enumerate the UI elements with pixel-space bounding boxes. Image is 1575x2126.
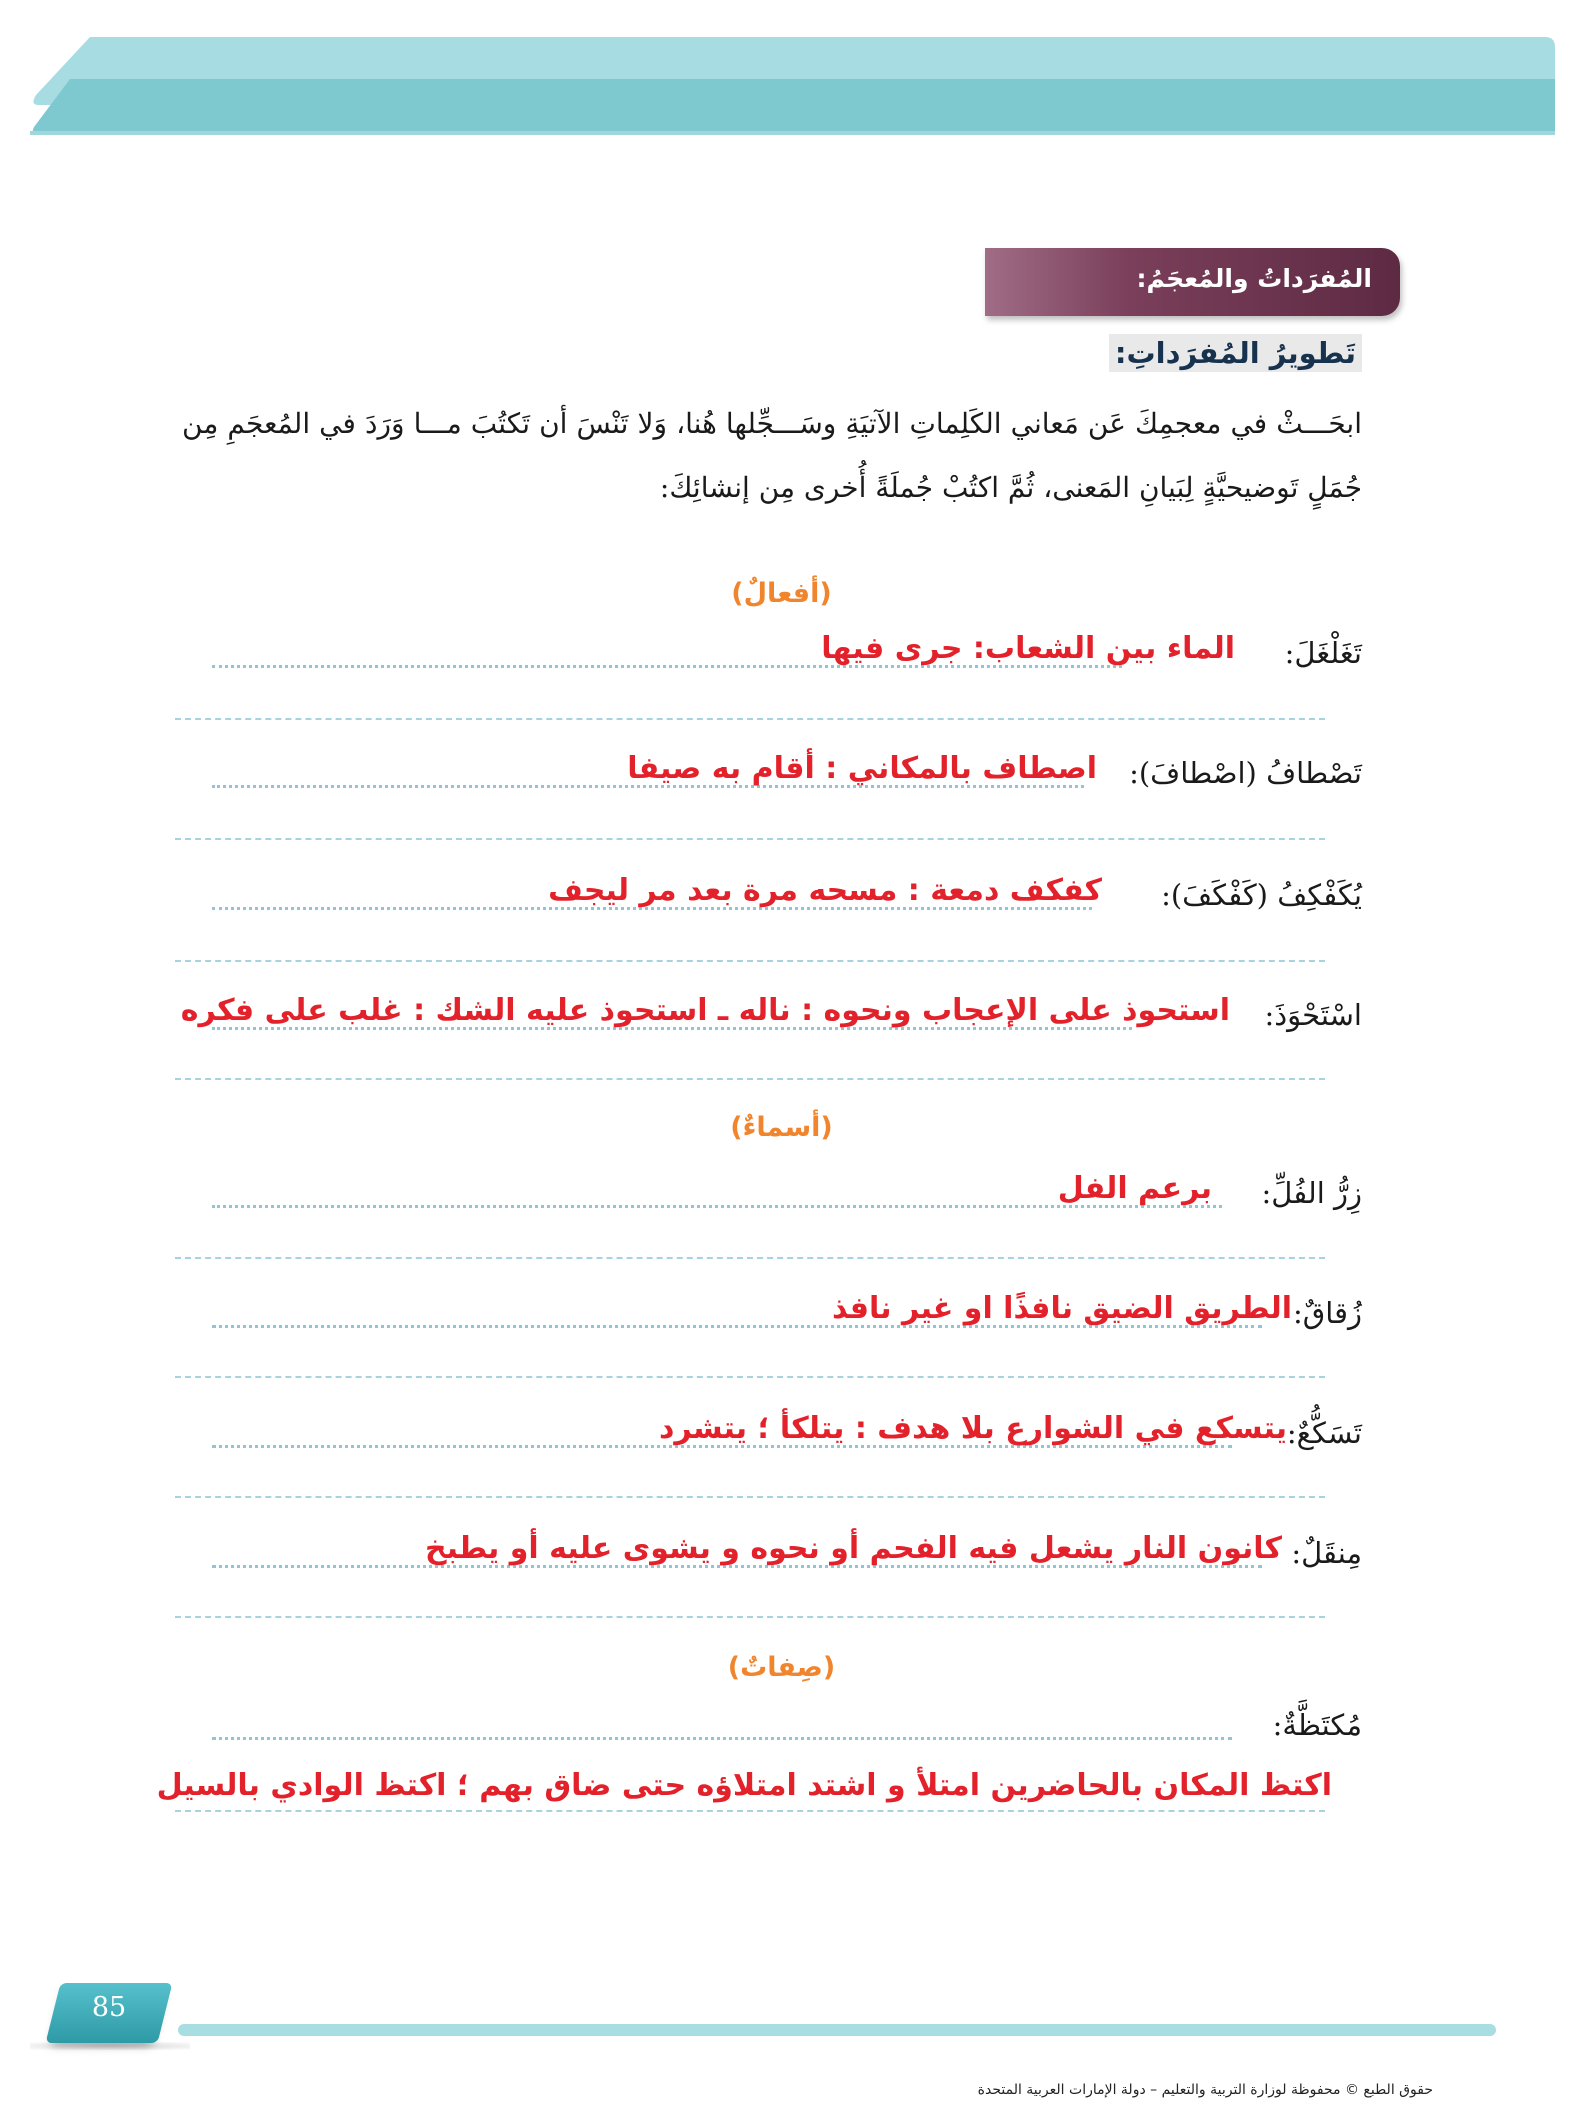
entry-answer[interactable]: الماء بين الشعاب: جرى فيها [821, 631, 1235, 666]
entry-answer[interactable]: يتسكع في الشوارع بلا هدف : يتلكأ ؛ يتشرد [658, 1411, 1287, 1446]
page-badge-shadow [30, 2042, 190, 2050]
blank-line [175, 960, 1325, 962]
entry-term: زُقاقٌ: [1293, 1296, 1362, 1330]
entry-term: زِرُّ الفُلِّ: [1261, 1176, 1362, 1210]
page-number: 85 [91, 1992, 127, 2023]
entry-answer[interactable]: اصطاف بالمكاني : أقام به صيفا [627, 751, 1097, 786]
group-title-nouns: (أسماءٌ) [730, 1112, 833, 1143]
blank-line [175, 1376, 1325, 1378]
group-title-verbs: (أفعالٌ) [731, 578, 832, 609]
entry-term: تَصْطافُ (اصْطافَ): [1129, 756, 1362, 790]
blank-line [175, 1616, 1325, 1618]
entry-row [212, 1280, 1362, 1340]
entry-answer[interactable]: اكتظ المكان بالحاضرين امتلأ و اشتد امتلاؤه حتى ضاق بهم ؛ اكتظ الوادي بالسيل [156, 1768, 1332, 1803]
section-title: المُفرَداتُ والمُعجَمُ: [1136, 264, 1372, 293]
entry-term: اسْتَحْوَذَ: [1264, 998, 1362, 1032]
entry-row [212, 620, 1362, 680]
entry-row [212, 862, 1362, 922]
entry-term: تَغَلْغَلَ: [1284, 636, 1362, 670]
top-banner [30, 35, 1555, 135]
entry-row [212, 740, 1362, 800]
entry-answer[interactable]: استحوذ على الإعجاب ونحوه : ناله ـ استحوذ عليه الشك : غلب على فكره [180, 993, 1230, 1028]
blank-line [175, 1496, 1325, 1498]
entry-term: تَسَكُّعٌ: [1286, 1416, 1362, 1450]
entry-term: يُكَفْكِفُ (كَفْكَفَ): [1161, 878, 1362, 912]
entry-answer[interactable]: كفكف دمعة : مسحه مرة بعد مر ليجف [548, 873, 1102, 908]
blank-line [175, 1078, 1325, 1080]
answer-line [212, 1737, 1232, 1740]
entry-row [212, 1400, 1362, 1460]
group-title-adjectives: (صِفاتٌ) [727, 1652, 836, 1683]
blank-line [175, 838, 1325, 840]
blank-line [175, 718, 1325, 720]
instructions-text: ابحَـــثْ في معجمِكَ عَن مَعاني الكَلِماتِ الآتيَةِ وسَـــجِّلها هُنا، وَلا تَنْسَ أن تَكتُبَ مـــا وَرَدَ في المُعجَمِ مِن جُمَلٍ تَوضيحيَّةٍ لِبَيانِ المَعنى، ثُمَّ اكتُبْ جُملَةً أُخرى مِن إنشائِكَ: [182, 407, 1362, 504]
subtitle: تَطويرُ المُفرَداتِ: [1109, 334, 1362, 372]
entry-row [180, 982, 1362, 1042]
entry-term: مِنقَلٌ: [1291, 1536, 1362, 1570]
entry-answer[interactable]: برعم الفل [1057, 1171, 1212, 1206]
footer-bar [178, 2024, 1496, 2036]
blank-line [175, 1810, 1325, 1812]
blank-line [175, 1257, 1325, 1259]
entry-answer[interactable]: كانون النار يشعل فيه الفحم أو نحوه و يشوى عليه أو يطبخ [424, 1531, 1282, 1566]
entry-row [212, 1520, 1362, 1580]
section-header [985, 248, 1400, 316]
entry-term: مُكتَظَّةٌ: [1272, 1708, 1362, 1742]
entry-row [212, 1692, 1362, 1752]
entry-answer[interactable]: الطريق الضيق نافذًا او غير نافذ [832, 1291, 1292, 1326]
entry-row [212, 1160, 1362, 1220]
copyright-text: حقوق الطبع © محفوظة لوزارة التربية والتعليم – دولة الإمارات العربية المتحدة [977, 2082, 1433, 2098]
